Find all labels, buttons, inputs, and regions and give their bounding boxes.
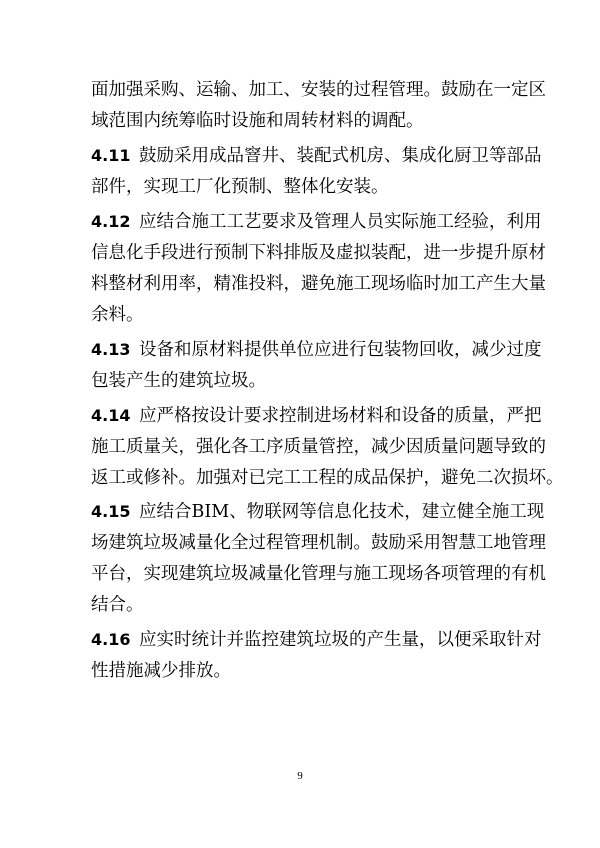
text-line: 域范围内统筹临时设施和周转材料的调配。 xyxy=(91,111,424,131)
text-line: 平台，实现建筑垃圾减量化管理与施工现场各项管理的有机 xyxy=(91,564,546,584)
page-number: 9 xyxy=(297,770,303,782)
text-line: 返工或修补。加强对已完工工程的成品保护，避免二次损坏。 xyxy=(91,468,564,488)
clause-number: 4.12 xyxy=(91,212,131,231)
text-line: 料整材利用率，精准投料，避免施工现场临时加工产生大量 xyxy=(91,274,546,294)
clause-text: 设备和原材料提供单位应进行包装物回收，减少过度 xyxy=(139,340,542,360)
text-line: 场建筑垃圾减量化全过程管理机制。鼓励采用智慧工地管理 xyxy=(91,533,546,553)
clause-text: 应结合BIM、物联网等信息化技术，建立健全施工现 xyxy=(139,502,545,522)
clause-text: 应实时统计并监控建筑垃圾的产生量，以便采取针对 xyxy=(139,630,542,650)
text-line: 信息化手段进行预制下料排版及虚拟装配，进一步提升原材 xyxy=(91,243,546,263)
text-line: 包装产生的建筑垃圾。 xyxy=(91,371,266,391)
clause-text: 应严格按设计要求控制进场材料和设备的质量，严把 xyxy=(139,406,542,426)
clause-4-13-line-1 xyxy=(91,338,542,362)
text-line: 面加强采购、运输、加工、安装的过程管理。鼓励在一定区 xyxy=(91,80,546,100)
clause-4-15-line-1 xyxy=(91,500,545,524)
clause-number: 4.14 xyxy=(91,406,131,425)
text-line: 部件，实现工厂化预制、整体化安装。 xyxy=(91,177,389,197)
clause-number: 4.13 xyxy=(91,340,131,359)
clause-number: 4.16 xyxy=(91,630,131,649)
clause-number: 4.11 xyxy=(91,146,131,165)
clause-text: 应结合施工工艺要求及管理人员实际施工经验，利用 xyxy=(139,212,542,232)
text-line: 施工质量关，强化各工序质量管控，减少因质量问题导致的 xyxy=(91,437,546,457)
clause-text: 鼓励采用成品窨井、装配式机房、集成化厨卫等部品 xyxy=(139,146,542,166)
clause-4-11-line-1 xyxy=(91,144,542,168)
clause-4-16-line-1 xyxy=(91,628,542,652)
clause-4-14-line-1 xyxy=(91,404,542,428)
text-line: 性措施减少排放。 xyxy=(91,661,231,681)
text-line: 余料。 xyxy=(91,305,144,325)
clause-number: 4.15 xyxy=(91,502,131,521)
text-line: 结合。 xyxy=(91,595,144,615)
clause-4-12-line-1 xyxy=(91,210,542,234)
